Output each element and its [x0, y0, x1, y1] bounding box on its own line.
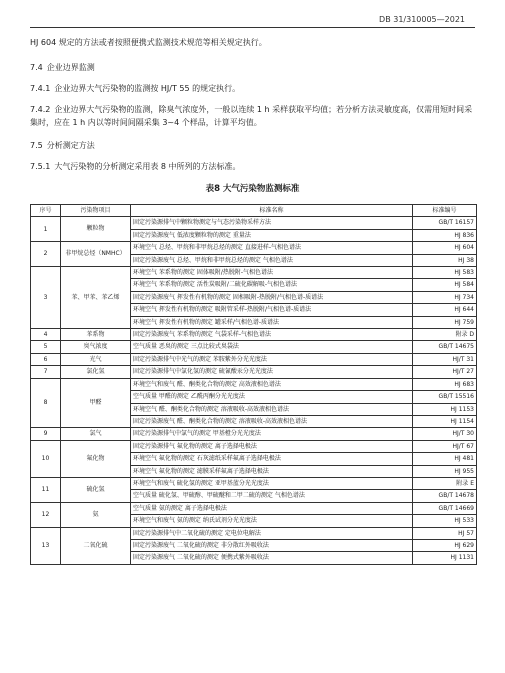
standard-name: 空气质量 甲醛的测定 乙酰丙酮分光光度法 [131, 391, 413, 403]
monitoring-standards-table [30, 204, 477, 565]
standard-code: HJ/T 31 [413, 353, 477, 365]
pollutant-name: 氨 [61, 502, 131, 527]
standard-code: HJ 734 [413, 291, 477, 303]
paragraph-7-5-1 [30, 160, 475, 173]
pollutant-name: 苯系物 [61, 329, 131, 341]
standard-code: GB/T 16157 [413, 217, 477, 229]
standard-code: HJ 1131 [413, 552, 477, 564]
paragraph-0 [30, 36, 475, 49]
standard-name: 固定污染源排气中氯气的测定 甲基橙分光光度法 [131, 428, 413, 440]
standard-name: 固定污染源废气 苯系物的测定 气袋采样-气相色谱法 [131, 329, 413, 341]
standard-name: 固定污染源废气 总烃、甲烷和非甲烷总烃的测定 气相色谱法 [131, 254, 413, 266]
table-row [31, 502, 477, 514]
standard-code: HJ/T 30 [413, 428, 477, 440]
table-row [31, 440, 477, 452]
standard-name: 固定污染源排气中颗粒物测定与气态污染物采样方法 [131, 217, 413, 229]
standard-name: 环境空气 苯系物的测定 固体吸附/热脱附-气相色谱法 [131, 267, 413, 279]
standard-name: 空气质量 硫化氢、甲硫醇、甲硫醚和二甲二硫的测定 气相色谱法 [131, 490, 413, 502]
table-row [31, 217, 477, 229]
row-number: 13 [31, 527, 61, 564]
pollutant-name: 非甲烷总烃（NMHC） [61, 242, 131, 267]
table-header-row [31, 205, 477, 217]
standard-code: HJ 533 [413, 515, 477, 527]
standard-code: HJ 759 [413, 316, 477, 328]
row-number: 4 [31, 329, 61, 341]
clause-number: 7.4.2 [30, 105, 51, 114]
standard-code: HJ/T 67 [413, 440, 477, 452]
standard-name: 空气质量 氨的测定 离子选择电极法 [131, 502, 413, 514]
pollutant-name: 臭气浓度 [61, 341, 131, 353]
standard-code: HJ 57 [413, 527, 477, 539]
standard-name: 环境空气和废气 醛、酮类化合物的测定 高效液相色谱法 [131, 378, 413, 390]
header-standard-name: 标准名称 [131, 205, 413, 217]
table-row [31, 242, 477, 254]
section-heading-7-4 [30, 61, 475, 74]
standard-name: 环境空气 挥发性有机物的测定 罐采样/气相色谱-质谱法 [131, 316, 413, 328]
standard-name: 固定污染源废气 二氧化硫的测定 便携式紫外吸收法 [131, 552, 413, 564]
table-row [31, 353, 477, 365]
row-number: 2 [31, 242, 61, 267]
standard-name: 固定污染源排气 氟化物的测定 离子选择电极法 [131, 440, 413, 452]
pollutant-name: 硫化氢 [61, 477, 131, 502]
header-rule [30, 27, 475, 28]
standard-name: 固定污染源排气中二氧化硫的测定 定电位电解法 [131, 527, 413, 539]
standard-code: HJ 644 [413, 304, 477, 316]
table-row [31, 366, 477, 378]
clause-number: 7.5.1 [30, 162, 51, 171]
standard-name: 环境空气 总烃、甲烷和非甲烷总烃的测定 直接进样-气相色谱法 [131, 242, 413, 254]
standard-name: 环境空气 氟化物的测定 滤膜采样氟离子选择电极法 [131, 465, 413, 477]
paragraph-7-4-2 [30, 103, 475, 129]
standard-code: HJ 481 [413, 453, 477, 465]
standard-code: GB/T 15516 [413, 391, 477, 403]
paragraph-text: 企业边界大气污染物的监测按 HJ/T 55 的规定执行。 [54, 84, 241, 93]
standard-name: 固定污染源废气 挥发性有机物的测定 固相吸附-热脱附/气相色谱-质谱法 [131, 291, 413, 303]
standard-name: 环境空气和废气 硫化氢的测定 亚甲基蓝分光光度法 [131, 477, 413, 489]
paragraph-text: HJ 604 规定的方法或者按照便携式监测技术规范等相关规定执行。 [30, 38, 267, 47]
standard-code: HJ 1153 [413, 403, 477, 415]
standard-code: GB/T 14669 [413, 502, 477, 514]
section-title: 企业边界监测 [46, 63, 95, 72]
row-number: 9 [31, 428, 61, 440]
pollutant-name: 苯、甲苯、苯乙烯 [61, 267, 131, 329]
standard-name: 环境空气 苯系物的测定 活性炭吸附/二硫化碳解吸-气相色谱法 [131, 279, 413, 291]
table-row [31, 378, 477, 390]
paragraph-text: 大气污染物的分析测定采用表 8 中所列的方法标准。 [54, 162, 241, 171]
standard-name: 固定污染源废气 二氧化硫的测定 非分散红外吸收法 [131, 539, 413, 551]
standard-name: 环境空气 醛、酮类化合物的测定 溶液吸收-高效液相色谱法 [131, 403, 413, 415]
section-heading-7-5 [30, 139, 475, 152]
standard-code: HJ 604 [413, 242, 477, 254]
standard-code: 附录 D [413, 329, 477, 341]
document-code: DB 31/310005—2021 [379, 15, 465, 24]
table-row [31, 527, 477, 539]
standard-code: HJ 629 [413, 539, 477, 551]
row-number: 8 [31, 378, 61, 428]
row-number: 5 [31, 341, 61, 353]
standard-code: HJ 836 [413, 229, 477, 241]
standard-name: 空气质量 恶臭的测定 三点比较式臭袋法 [131, 341, 413, 353]
standard-code: GB/T 14675 [413, 341, 477, 353]
standard-name: 固定污染源废气 低浓度颗粒物的测定 重量法 [131, 229, 413, 241]
row-number: 12 [31, 502, 61, 527]
row-number: 7 [31, 366, 61, 378]
paragraph-text: 企业边界大气污染物的监测，除臭气浓度外，一般以连续 1 h 采样获取平均值；若分析方法灵敏度高，仅需用短时间采集时，应在 1 h 内以等时间间隔采集 3~4 个样品，计算平均值。 [30, 105, 473, 127]
row-number: 6 [31, 353, 61, 365]
standard-code: HJ/T 27 [413, 366, 477, 378]
pollutant-name: 氯气 [61, 428, 131, 440]
pollutant-name: 光气 [61, 353, 131, 365]
standard-code: HJ 583 [413, 267, 477, 279]
pollutant-name: 颗粒物 [61, 217, 131, 242]
standard-code: HJ 955 [413, 465, 477, 477]
section-number: 7.4 [30, 63, 43, 72]
clause-number: 7.4.1 [30, 84, 51, 93]
section-number: 7.5 [30, 141, 43, 150]
table-row [31, 341, 477, 353]
standard-name: 固定污染源废气 醛、酮类化合物的测定 溶液吸收-高效液相色谱法 [131, 415, 413, 427]
header-standard-code: 标准编号 [413, 205, 477, 217]
pollutant-name: 氟化物 [61, 440, 131, 477]
standard-code: HJ 1154 [413, 415, 477, 427]
table-row [31, 329, 477, 341]
standard-code: 附录 E [413, 477, 477, 489]
standard-name: 固定污染源排气中光气的测定 苯胺紫外分光光度法 [131, 353, 413, 365]
header-pollutant: 污染物项目 [61, 205, 131, 217]
standard-name: 环境空气 氟化物的测定 石灰滤纸采样氟离子选择电极法 [131, 453, 413, 465]
standard-code: HJ 38 [413, 254, 477, 266]
standard-code: GB/T 14678 [413, 490, 477, 502]
standard-code: HJ 683 [413, 378, 477, 390]
table-row [31, 477, 477, 489]
row-number: 1 [31, 217, 61, 242]
table-row [31, 267, 477, 279]
table-caption: 表8 大气污染物监测标准 [205, 184, 300, 194]
row-number: 11 [31, 477, 61, 502]
paragraph-7-4-1 [30, 82, 475, 95]
pollutant-name: 氯化氢 [61, 366, 131, 378]
row-number: 10 [31, 440, 61, 477]
standard-name: 环境空气和废气 氨的测定 纳氏试剂分光光度法 [131, 515, 413, 527]
pollutant-name: 二氧化硫 [61, 527, 131, 564]
header-no: 序号 [31, 205, 61, 217]
section-title: 分析测定方法 [46, 141, 95, 150]
standard-name: 固定污染源排气中氯化氢的测定 硫氰酸汞分光光度法 [131, 366, 413, 378]
row-number: 3 [31, 267, 61, 329]
pollutant-name: 甲醛 [61, 378, 131, 428]
table-row [31, 428, 477, 440]
standard-code: HJ 584 [413, 279, 477, 291]
standard-name: 环境空气 挥发性有机物的测定 吸附管采样-热脱附/气相色谱-质谱法 [131, 304, 413, 316]
